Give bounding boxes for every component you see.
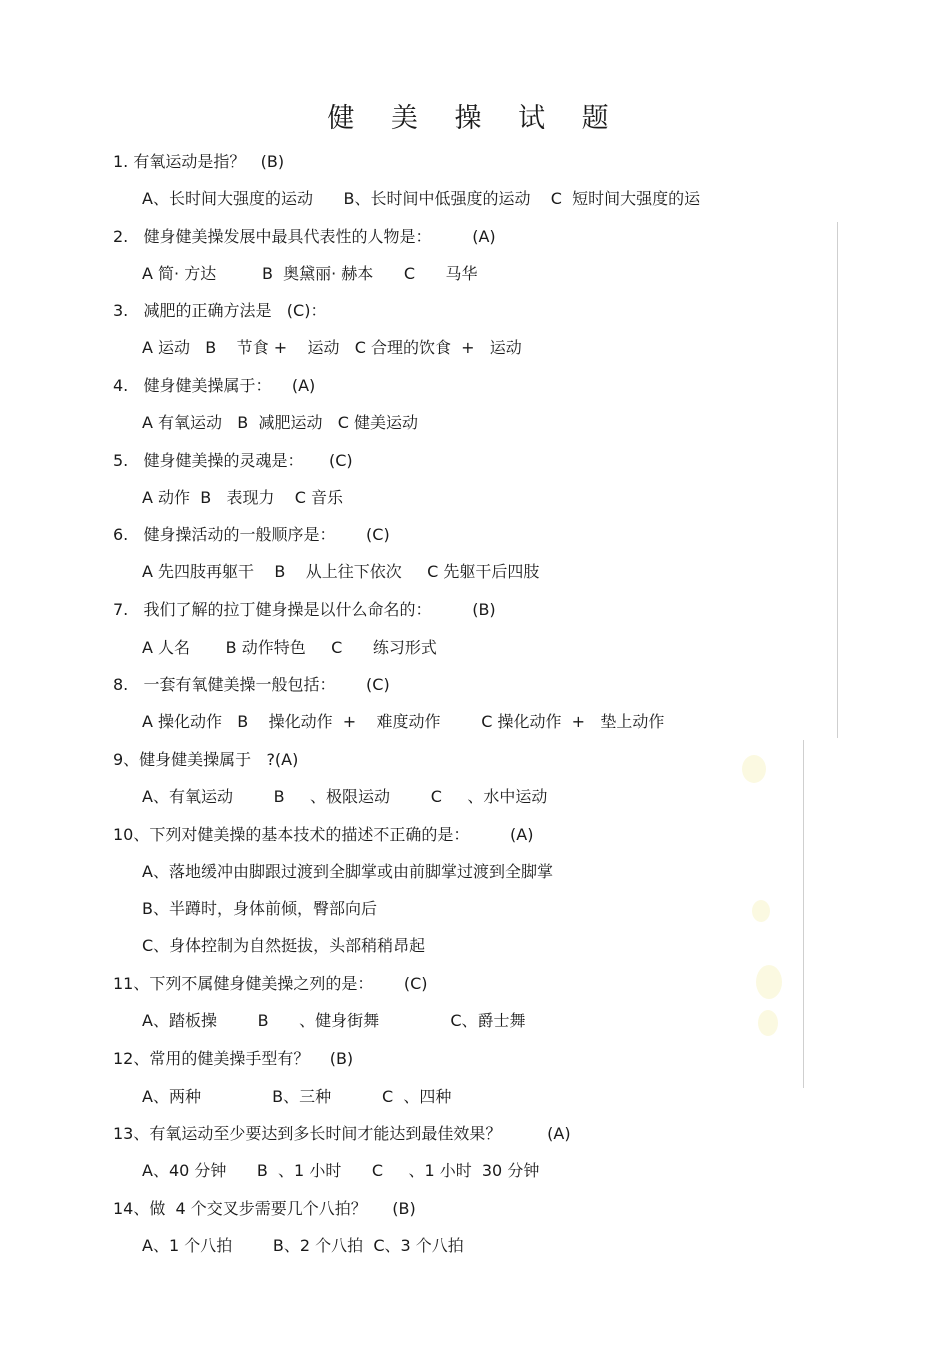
answer-options: A、踏板操 B 、健身街舞 C、爵士舞	[142, 1011, 526, 1030]
answer-options: A、40 分钟 B 、1 小时 C 、1 小时 30 分钟	[142, 1161, 540, 1180]
question-text: 1. 有氧运动是指？ (B)	[113, 152, 285, 171]
answer-options: A、长时间大强度的运动 B、长时间中低强度的运动 C 短时间大强度的运	[142, 189, 701, 208]
scan-border-line	[837, 222, 838, 738]
scan-border-line	[803, 740, 804, 1088]
question-text: 12、常用的健美操手型有？ (B)	[113, 1049, 354, 1068]
answer-options: A 有氧运动 B 减肥运动 C 健美运动	[142, 413, 418, 432]
question-text: 7. 我们了解的拉丁健身操是以什么命名的： (B)	[113, 600, 496, 619]
scan-stain	[758, 1010, 778, 1036]
answer-options: A 先四肢再躯干 B 从上往下依次 C 先躯干后四肢	[142, 562, 540, 581]
answer-options: A 简· 方达 B 奥黛丽· 赫本 C 马华	[142, 264, 478, 283]
question-text: 14、做 4 个交叉步需要几个八拍？ (B)	[113, 1199, 416, 1218]
question-text: 10、下列对健美操的基本技术的描述不正确的是： (A)	[113, 825, 534, 844]
answer-options: A 人名 B 动作特色 C 练习形式	[142, 638, 437, 657]
question-text: 5. 健身健美操的灵魂是： (C)	[113, 451, 353, 470]
answer-options: B、半蹲时，身体前倾，臀部向后	[142, 899, 377, 918]
answer-options: A 动作 B 表现力 C 音乐	[142, 488, 344, 507]
question-text: 2. 健身健美操发展中最具代表性的人物是： (A)	[113, 227, 496, 246]
question-text: 4. 健身健美操属于： (A)	[113, 376, 316, 395]
question-text: 3. 减肥的正确方法是 (C)：	[113, 301, 327, 320]
scan-stain	[756, 965, 782, 999]
answer-options: A、落地缓冲由脚跟过渡到全脚掌或由前脚掌过渡到全脚掌	[142, 862, 553, 881]
question-text: 8. 一套有氧健美操一般包括： (C)	[113, 675, 390, 694]
page-title: 健 美 操 试 题	[327, 103, 623, 134]
answer-options: A 操化动作 B 操化动作 + 难度动作 C 操化动作 + 垫上动作	[142, 712, 665, 731]
answer-options: A 运动 B 节食 + 运动 C 合理的饮食 + 运动	[142, 338, 522, 357]
answer-options: A、有氧运动 B 、极限运动 C 、水中运动	[142, 787, 548, 806]
scan-stain	[742, 755, 766, 783]
scan-stain	[752, 900, 770, 922]
answer-options: A、两种 B、三种 C 、四种	[142, 1087, 452, 1106]
question-text: 11、下列不属健身健美操之列的是： (C)	[113, 974, 428, 993]
question-text: 6. 健身操活动的一般顺序是： (C)	[113, 525, 390, 544]
question-text: 13、有氧运动至少要达到多长时间才能达到最佳效果？ (A)	[113, 1124, 571, 1143]
answer-options: A、1 个八拍 B、2 个八拍 C、3 个八拍	[142, 1236, 464, 1255]
question-text: 9、健身健美操属于 ?(A)	[113, 750, 299, 769]
answer-options: C、身体控制为自然挺拔，头部稍稍昂起	[142, 936, 426, 955]
